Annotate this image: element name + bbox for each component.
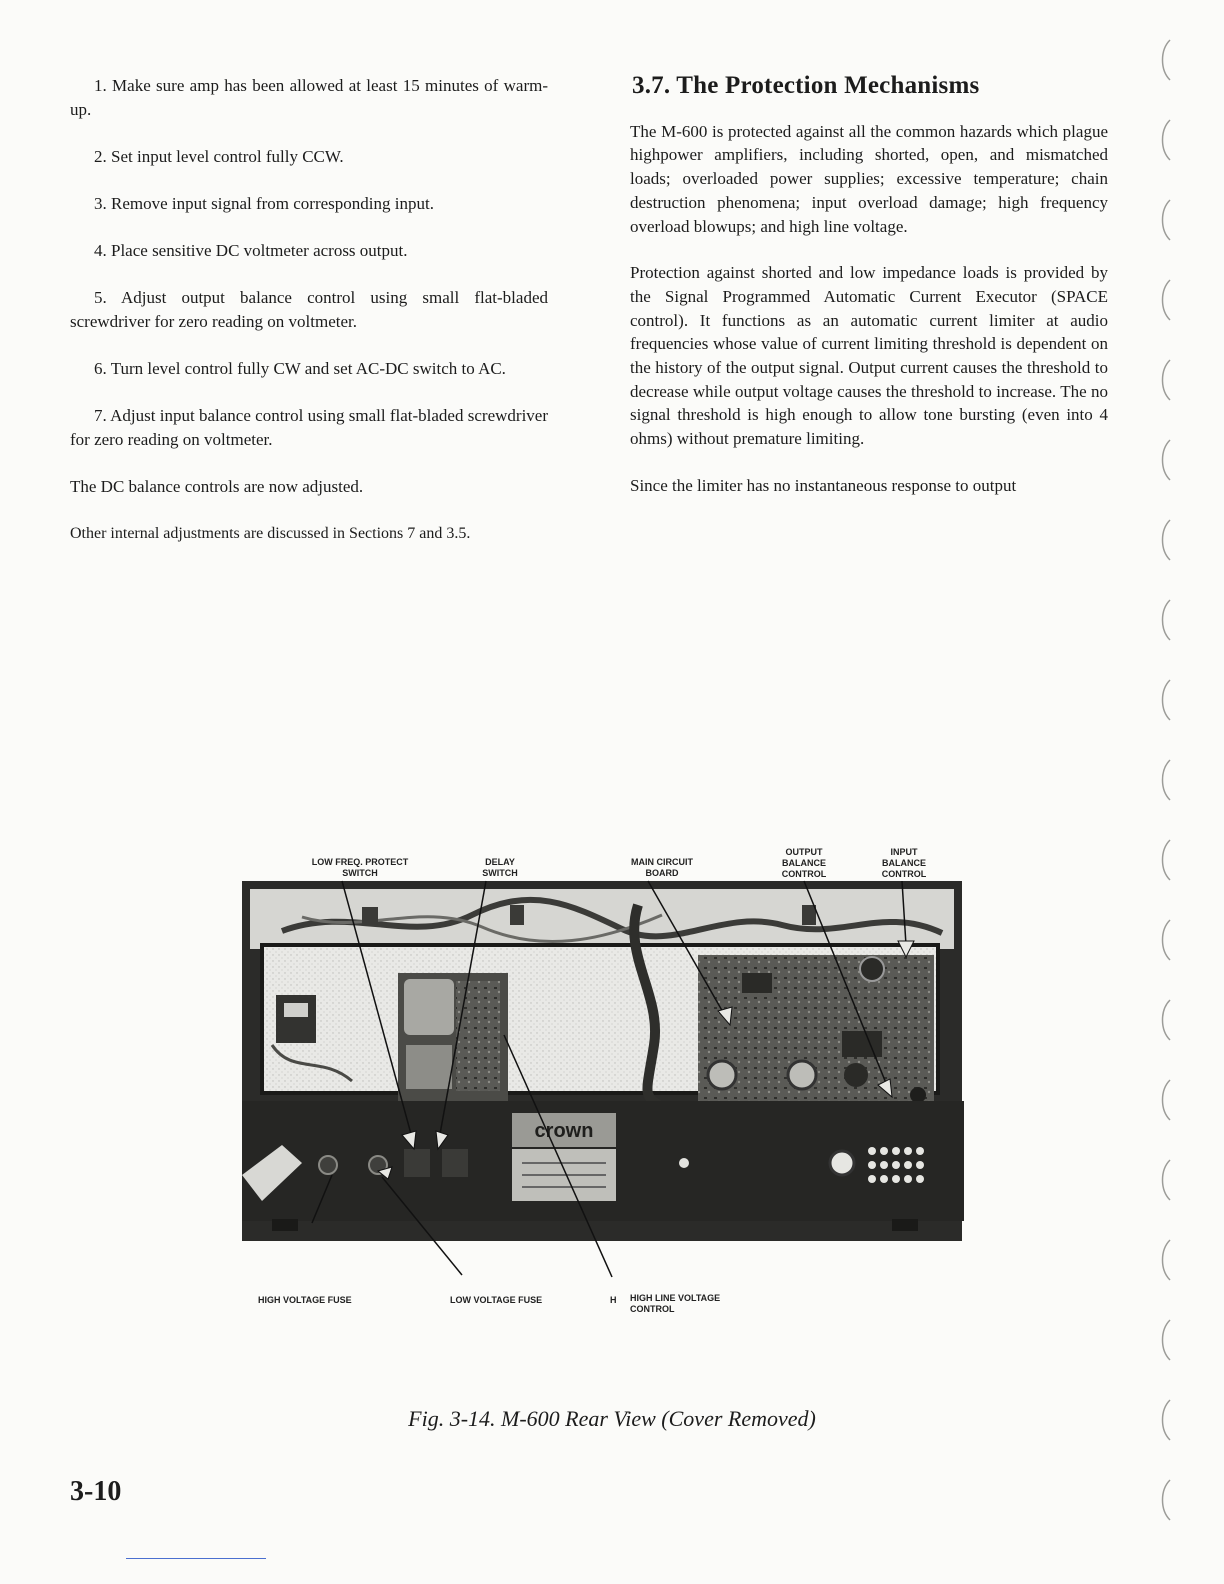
- step-6: 6. Turn level control fully CW and set AC-DC switch to AC.: [94, 359, 506, 378]
- paragraph-hazards: The M-600 is protected against all the common hazards which plague highpower amplifiers, including shorted, open, and mismatched loads; overloaded power supplies; excessive temperature; chain destruction phenomena; input overload damage; high frequency overload blowups; and high line voltage.: [630, 121, 1108, 236]
- svg-text:crown: crown: [534, 1120, 594, 1142]
- label-low-freq-protect: LOW FREQ. PROTECT: [311, 857, 409, 867]
- label-main-circuit-board: MAIN CIRCUIT: [631, 857, 693, 867]
- step-1: 1. Make sure amp has been allowed at least 15 minutes of warm-up.: [70, 76, 548, 119]
- adjustments-note: Other internal adjustments are discussed in Sections 7 and 3.5.: [70, 525, 471, 542]
- label-high-line-voltage: HIGH LINE VOLTAGE: [630, 1293, 721, 1303]
- label-output-balance: OUTPUT: [785, 847, 823, 857]
- conclusion-text: The DC balance controls are now adjusted.: [70, 477, 364, 496]
- delay-switch: [442, 1149, 468, 1177]
- heatsink-socket: [708, 1061, 736, 1089]
- right-column: [630, 74, 1108, 498]
- svg-text:CONTROL: CONTROL: [881, 869, 927, 879]
- step-5: 5. Adjust output balance control using small flat-bladed screwdriver for zero reading on voltmeter.: [70, 288, 548, 331]
- step-7: 7. Adjust input balance control using small flat-bladed screwdriver for zero reading on voltmeter.: [70, 406, 548, 449]
- svg-text:CONTROL: CONTROL: [781, 869, 827, 879]
- svg-text:BALANCE: BALANCE: [782, 858, 826, 868]
- step-4: 4. Place sensitive DC voltmeter across output.: [94, 241, 408, 260]
- paragraph-space-control: Protection against shorted and low impedance loads is provided by the Signal Programmed Automatic Current Executor (SPACE control). It functions as an automatic current limiter at audio frequencies whose value of current limiting threshold is dependent on the history of the output signal. Output current causes the threshold to decrease while output voltage causes the threshold to increase. The no signal threshold is high enough to allow tone bursting (even into 4 ohms) without premature limiting.: [630, 263, 1108, 449]
- rear-view-photo: [242, 845, 964, 1315]
- left-column: [70, 74, 548, 546]
- step-2: 2. Set input level control fully CCW.: [94, 147, 344, 166]
- svg-text:H: H: [610, 1295, 617, 1305]
- high-voltage-fuse: [319, 1156, 337, 1174]
- label-input-balance: INPUT: [890, 847, 918, 857]
- label-high-voltage-fuse: HIGH VOLTAGE FUSE: [258, 1295, 352, 1305]
- footer-rule: [126, 1558, 266, 1559]
- svg-text:BALANCE: BALANCE: [882, 858, 926, 868]
- label-delay-switch: DELAY: [485, 857, 515, 867]
- svg-text:BOARD: BOARD: [645, 868, 679, 878]
- page-number: 3-10: [70, 1476, 122, 1507]
- section-heading: 3.7. The Protection Mechanisms: [632, 72, 980, 99]
- step-3: 3. Remove input signal from corresponding input.: [94, 194, 434, 213]
- paragraph-limiter: Since the limiter has no instantaneous response to output: [630, 475, 1017, 495]
- svg-text:CONTROL: CONTROL: [630, 1304, 675, 1314]
- svg-text:SWITCH: SWITCH: [342, 868, 378, 878]
- low-freq-protect-switch: [404, 1149, 430, 1177]
- output-connector: [830, 1151, 854, 1175]
- binding-holes: [1148, 20, 1198, 1560]
- figure-caption: Fig. 3-14. M-600 Rear View (Cover Removed): [408, 1406, 816, 1431]
- svg-text:SWITCH: SWITCH: [482, 868, 518, 878]
- label-low-voltage-fuse: LOW VOLTAGE FUSE: [450, 1295, 543, 1305]
- relay: [276, 995, 316, 1043]
